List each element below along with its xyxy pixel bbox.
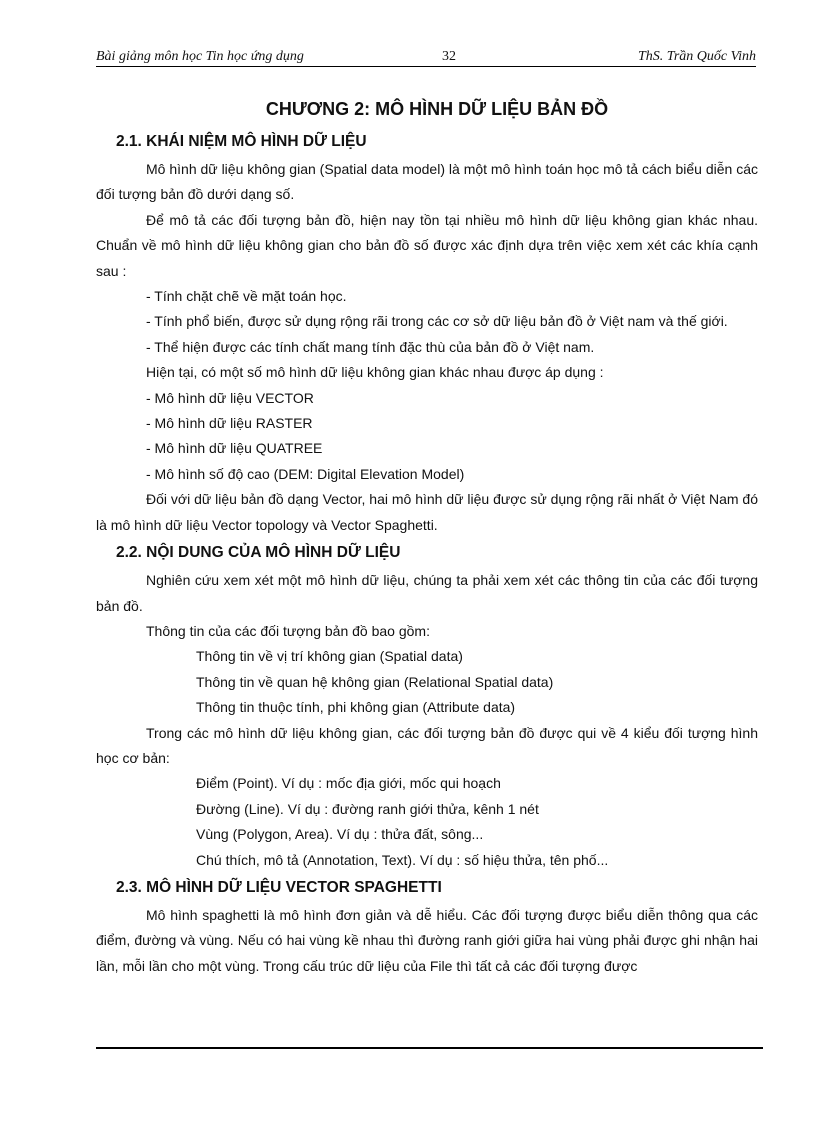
section-2-1-title: 2.1. KHÁI NIỆM MÔ HÌNH DỮ LIỆU [116,133,367,150]
list-item: - Tính chặt chẽ về mặt toán học. [146,288,347,305]
footer-divider [96,1047,763,1049]
page-number: 32 [442,49,456,64]
page-header [96,49,756,67]
page-body [96,94,758,979]
paragraph: Nghiên cứu xem xét một mô hình dữ liệu, chúng ta phải xem xét các thông tin của các đối tượng bản đồ. [96,572,758,614]
list-item: - Mô hình số độ cao (DEM: Digital Elevation Model) [146,465,465,482]
list-item: Vùng (Polygon, Area). Ví dụ : thửa đất, sông... [196,826,484,843]
header-author: ThS. Trần Quốc Vinh [638,49,756,64]
list-item: - Thể hiện được các tính chất mang tính đặc thù của bản đồ ở Việt nam. [146,338,595,355]
paragraph: Hiện tại, có một số mô hình dữ liệu không gian khác nhau được áp dụng : [146,364,604,381]
paragraph: Mô hình dữ liệu không gian (Spatial data model) là một mô hình toán học mô tả cách biểu diễn các đối tượng bản đồ dưới dạng số. [96,161,758,203]
section-2-2-title: 2.2. NỘI DUNG CỦA MÔ HÌNH DỮ LIỆU [116,544,401,562]
list-item: - Mô hình dữ liệu QUATREE [146,440,323,457]
list-item: - Mô hình dữ liệu RASTER [146,415,313,432]
list-item: Chú thích, mô tả (Annotation, Text). Ví dụ : số hiệu thửa, tên phố... [196,851,609,868]
paragraph: Thông tin của các đối tượng bản đồ bao gồm: [146,622,430,639]
section-2-3-title: 2.3. MÔ HÌNH DỮ LIỆU VECTOR SPAGHETTI [116,878,442,896]
list-item: - Mô hình dữ liệu VECTOR [146,389,314,406]
list-item: Thông tin về quan hệ không gian (Relational Spatial data) [196,673,554,690]
list-item: Thông tin thuộc tính, phi không gian (Attribute data) [196,699,516,716]
paragraph: Trong các mô hình dữ liệu không gian, các đối tượng bản đồ được qui về 4 kiểu đối tượng hình học cơ bản: [96,724,758,766]
header-course-title: Bài giảng môn học Tin học ứng dụng [96,49,304,64]
paragraph: Mô hình spaghetti là mô hình đơn giản và dễ hiểu. Các đối tượng được biểu diễn thông qua các điểm, đường và vùng. Nếu có hai vùng kề nhau thì đường ranh giới giữa hai vùng phải được ghi nhận hai lần, mỗi lần cho một vùng. Trong cấu trúc dữ liệu của File thì tất cả các đối tượng được [96,906,758,974]
chapter-title: CHƯƠNG 2: MÔ HÌNH DỮ LIỆU BẢN ĐỒ [265,99,609,119]
list-item: Đường (Line). Ví dụ : đường ranh giới thửa, kênh 1 nét [196,800,539,817]
list-item: Thông tin về vị trí không gian (Spatial data) [196,648,463,665]
paragraph: Để mô tả các đối tượng bản đồ, hiện nay tồn tại nhiều mô hình dữ liệu không gian khác nhau. Chuẩn về mô hình dữ liệu không gian cho bản đồ số được xác định dựa trên việc xem xét các khía cạnh sau : [96,211,758,279]
list-item: Điểm (Point). Ví dụ : mốc địa giới, mốc qui hoạch [196,775,501,792]
list-item: - Tính phổ biến, được sử dụng rộng rãi trong các cơ sở dữ liệu bản đồ ở Việt nam và thế giới. [146,313,728,330]
paragraph: Đối với dữ liệu bản đồ dạng Vector, hai mô hình dữ liệu được sử dụng rộng rãi nhất ở Việt Nam đó là mô hình dữ liệu Vector topology và Vector Spaghetti. [96,491,758,533]
